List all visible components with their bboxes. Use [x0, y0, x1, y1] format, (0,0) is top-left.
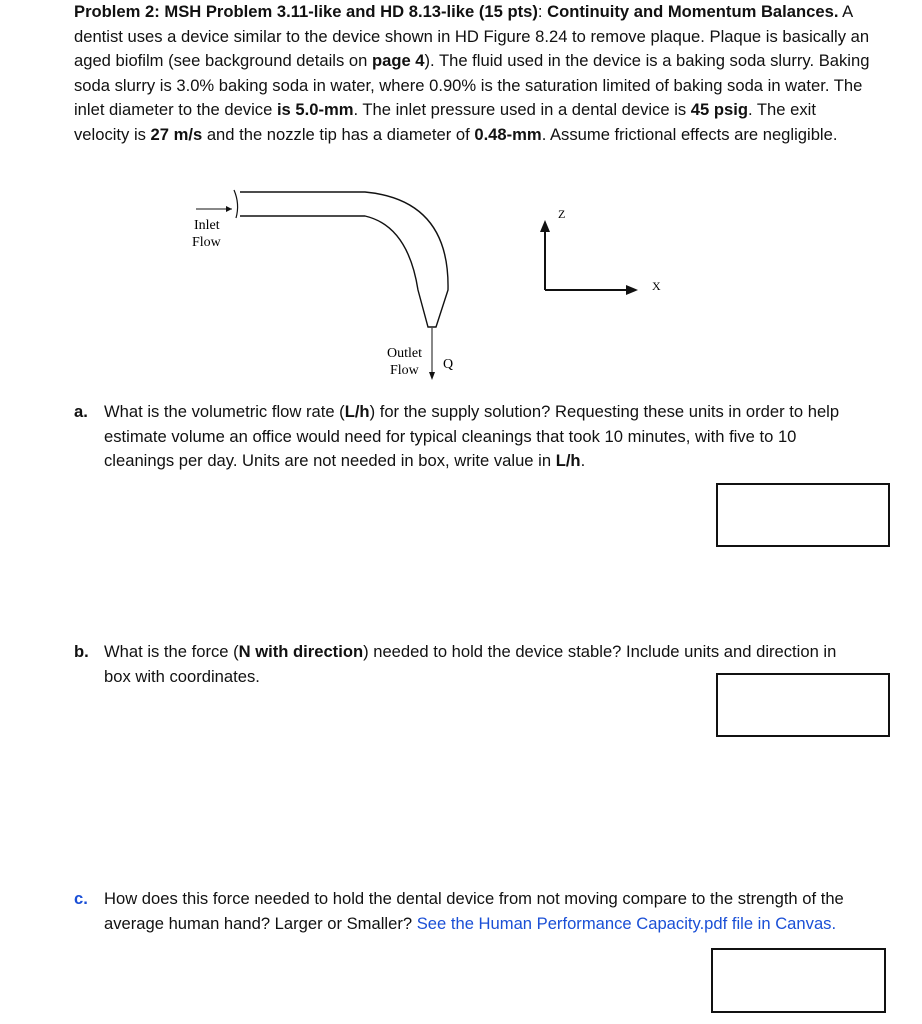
inlet-end: [234, 190, 238, 218]
question-c-letter: c.: [74, 889, 88, 908]
question-a-letter: a.: [74, 402, 88, 421]
question-a-part-3: .: [580, 451, 586, 471]
question-c-part-1: How does this force needed to hold the dental device from not moving compare to the strength of the average human hand? Larger or Smaller?: [104, 889, 844, 933]
problem-colon: :: [537, 2, 548, 21]
question-c-text: [104, 887, 854, 936]
problem-text-2: ). The fluid used in the device is a baking soda slurry. Baking soda slurry is 3.0% baking soda in water, where 0.90% is the saturation limited of baking soda in water. The inlet diameter to the device: [74, 51, 870, 120]
question-a-unit-2: L/h: [555, 451, 581, 471]
answer-box-b[interactable]: [716, 673, 890, 737]
inlet-pressure: 45 psig: [690, 100, 748, 120]
outlet-label-2: Flow: [390, 363, 419, 378]
problem-text-6: . Assume frictional effects are negligible.: [541, 124, 838, 144]
question-a-part-2: ) for the supply solution? Requesting these units in order to help estimate volume an office would need for typical cleanings that took 10 minutes, with five to 10 cleanings per day. Units are not needed in box, write value in: [104, 402, 840, 471]
inlet-arrow-head: [226, 206, 232, 212]
q-label: Q: [443, 357, 454, 372]
page-reference: page 4: [371, 51, 425, 71]
device-figure: [0, 0, 922, 400]
question-b-letter: b.: [74, 642, 89, 661]
problem-text-5: and the nozzle tip has a diameter of: [202, 124, 475, 144]
problem-topic: Continuity and Momentum Balances.: [547, 2, 839, 21]
device-tube: [240, 192, 448, 327]
axis-x-label: X: [652, 279, 661, 293]
exit-velocity: 27 m/s: [150, 124, 203, 144]
question-a-text: [104, 400, 854, 474]
problem-heading: Problem 2: MSH Problem 3.11-like and HD 8.13-like (15 pts): [74, 2, 538, 21]
question-b-part-2: ) needed to hold the device stable? Include units and direction in box with coordinates.: [104, 642, 837, 686]
answer-box-c[interactable]: [711, 948, 886, 1013]
axis-z-label: Z: [558, 207, 566, 221]
problem-text-4: . The exit velocity is: [74, 100, 816, 144]
question-b-emphasis: N with direction: [238, 642, 364, 661]
answer-box-a[interactable]: [716, 483, 890, 547]
question-b-part-1: What is the force (: [104, 642, 239, 661]
problem-text-3: . The inlet pressure used in a dental device is: [353, 100, 691, 120]
inlet-diameter: is 5.0-mm: [276, 100, 354, 120]
tip-diameter: 0.48-mm: [474, 124, 542, 144]
question-a-unit: L/h: [344, 402, 370, 421]
axis-z-arrow: [540, 220, 550, 232]
human-performance-link[interactable]: See the Human Performance Capacity.pdf file in Canvas.: [416, 913, 837, 933]
problem-text-1: A dentist uses a device similar to the device shown in HD Figure 8.24 to remove plaque. Plaque is basically an aged biofilm (see background details on: [74, 2, 870, 71]
question-a-part-1: What is the volumetric flow rate (: [104, 402, 345, 421]
inlet-label-1: Inlet: [194, 218, 220, 233]
axis-x-arrow: [626, 285, 638, 295]
outlet-label-1: Outlet: [387, 346, 422, 361]
outlet-arrow-head: [429, 372, 435, 380]
inlet-label-2: Flow: [192, 235, 221, 250]
